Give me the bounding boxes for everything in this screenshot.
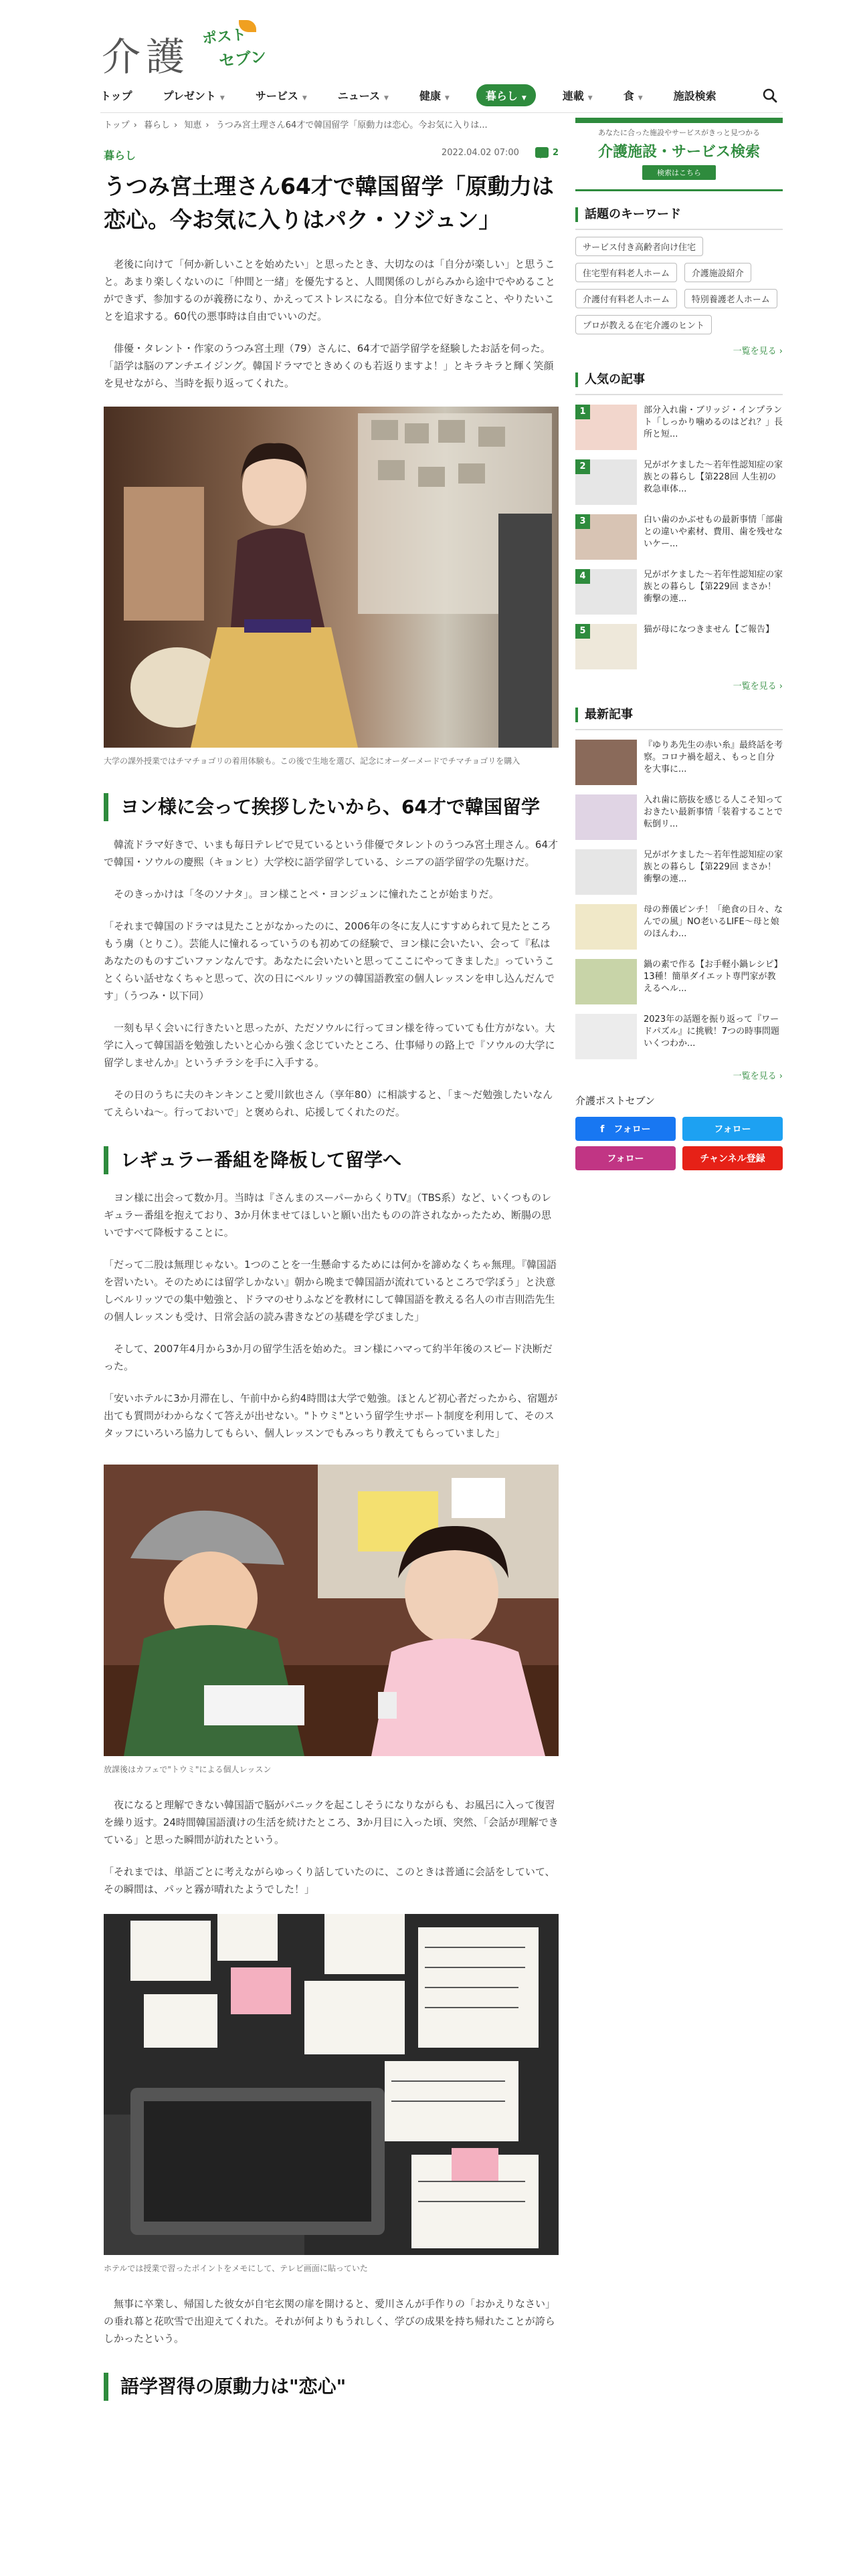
latest-item[interactable]: 鍋の素で作る【お手軽小鍋レシピ】13種！簡単ダイエット専門家が教えるヘル... — [575, 959, 783, 1004]
popular-item[interactable]: 2 兄がボケました〜若年性認知症の家族との暮らし【第228回 人生初の救急車体... — [575, 459, 783, 505]
latest-thumb — [575, 794, 637, 840]
chevron-down-icon: ▼ — [521, 94, 527, 102]
popular-item[interactable]: 4 兄がボケました〜若年性認知症の家族との暮らし【第229回 まさか！衝撃の連... — [575, 569, 783, 615]
comment-link[interactable] — [535, 147, 559, 158]
search-icon[interactable] — [763, 88, 777, 103]
photo-caption: 大学の課外授業ではチマチョゴリの着用体験も。この後で生地を選び、記念にオーダーメードでチマチョゴリを購入 — [104, 756, 520, 766]
popular-heading: 人気の記事 — [575, 372, 783, 387]
quote-paragraph: 「安いホテルに3か月滞在し、午前中から約4時間は大学で勉強。ほとんど初心者だったから、宿題が出ても質問がわからなくて答えが出せない。"トウミ"という留学生サポート制度を利用して、そのスタッフにいろいろ協力してもらい、個人レッスンでもみっちり教えてもらっていました」 — [104, 1392, 558, 1439]
sns-buttons — [575, 1117, 783, 1176]
crumb-living[interactable]: 暮らし — [143, 120, 170, 130]
paragraph: その日のうちに夫のキンキンこと愛川欽也さん（享年80）に相談すると、「ま〜だ勉強したいなんてえらいね〜。行っておいで」と褒められ、応援してくれたのだ。 — [104, 1089, 553, 1118]
quote-paragraph: 「それまで韓国のドラマは見たことがなかったのに、2006年の冬に友人にすすめられて見たところもう虜（とりこ）。芸能人に憧れるっていうのも初めての経験で、ヨン様に会いたい、会って『私はあなたのものすごいファンなんです。あなたに会いたいと思ってここにやってきました』っていうことくらい話せなくちゃと思って、次の日にベルリッツの韓国語教室の個人レッスンを申し込んだんです」（うつみ・以下同） — [104, 920, 555, 1002]
chevron-down-icon: ▼ — [219, 94, 225, 102]
popular-thumb: 5 — [575, 624, 637, 669]
keyword-tag[interactable]: 特別養護老人ホーム — [684, 289, 777, 308]
article — [104, 147, 559, 2401]
keyword-more-link[interactable]: 一覧を見る › — [733, 346, 783, 356]
latest-heading: 最新記事 — [575, 708, 783, 722]
paragraph: 俳優・タレント・作家のうつみ宮土理（79）さんに、64才で語学留学を経験したお話を伺った。「語学は脳のアンチエイジング。韓国ドラマでときめくのも若返りますよ！」とキラキラと輝く笑顔を見せながら、当時を振り返ってくれた。 — [104, 342, 554, 389]
paragraph: 老後に向けて「何か新しいことを始めたい」と思ったとき、大切なのは「自分が楽しい」と思うこと。あまり楽しくないのに「仲間と一緒」を優先すると、人間関係のしがらみから途中でやめることができず、参加するのが義務になり、かえってストレスになる。自分本位で好きなこと、やりたいことを追求する。60代の悪事時は自由でいいのだ。 — [104, 258, 556, 322]
popular-item[interactable]: 5 猫が母になつきません【ご報告】 — [575, 624, 783, 669]
latest-item[interactable]: 入れ歯に筋抜を感じる人こそ知っておきたい最新事情「装着することで転倒リ... — [575, 794, 783, 840]
chevron-down-icon: ▼ — [383, 94, 389, 102]
latest-thumb — [575, 959, 637, 1004]
paragraph: 韓流ドラマ好きで、いまも毎日テレビで見ているという俳優でタレントのうつみ宮土理さん。64才で韓国・ソウルの慶熙（キョンヒ）大学校に語学留学している、シニアの語学留学の先駆けだ。 — [104, 839, 559, 868]
popular-thumb: 4 — [575, 569, 637, 615]
keyword-list — [575, 230, 783, 334]
photo-caption: ホテルでは授業で習ったポイントをメモにして、テレビ画面に貼っていた — [104, 2264, 368, 2273]
logo-seven: セブン — [217, 47, 268, 71]
chevron-down-icon: ▼ — [444, 94, 450, 102]
site-header — [100, 13, 783, 114]
article-photo-hanbok — [104, 407, 559, 748]
photo-illustration — [104, 407, 559, 748]
popular-thumb: 2 — [575, 459, 637, 505]
latest-thumb — [575, 904, 637, 950]
chevron-down-icon: ▼ — [302, 94, 307, 102]
popular-item[interactable]: 3 白い歯のかぶせもの最新事情「部歯との違いや素材、費用、歯を残せないケー... — [575, 514, 783, 560]
popular-item[interactable]: 1 部分入れ歯・ブリッジ・インプラント「しっかり噛めるのはどれ？」長所と短... — [575, 405, 783, 450]
latest-more-link[interactable]: 一覧を見る › — [733, 1071, 783, 1081]
facebook-follow-button[interactable]: f フォロー — [575, 1117, 676, 1141]
facility-search-banner[interactable] — [575, 118, 783, 191]
popular-more-link[interactable]: 一覧を見る › — [733, 681, 783, 691]
article-category[interactable]: 暮らし — [104, 149, 136, 162]
section-heading: ヨン様に会って挨拶したいから、64才で韓国留学 — [104, 793, 559, 821]
popular-thumb: 3 — [575, 514, 637, 560]
keyword-tag[interactable]: サービス付き高齢者向け住宅 — [575, 237, 703, 256]
article-photo-lesson — [104, 1465, 559, 1756]
banner-title: 介護施設・サービス検索 — [597, 144, 760, 160]
logo-kanji: 介護 — [102, 34, 191, 80]
nav-living[interactable]: 暮らし ▼ — [476, 84, 536, 106]
nav-news[interactable]: ニュース ▼ — [337, 89, 389, 102]
header-divider — [100, 112, 783, 113]
sidebar — [575, 118, 783, 1176]
nav-facility-search[interactable]: 施設検索 — [673, 89, 717, 102]
article-photo-notes — [104, 1914, 559, 2255]
paragraph: 無事に卒業し、帰国した彼女が自宅玄関の扉を開けると、愛川さんが手作りの「おかえりなさい」の垂れ幕と花吹雪で出迎えてくれた。それが何よりもうれしく、学びの成果を持ち帰れたことが誇らしかったという。 — [104, 2298, 556, 2345]
youtube-subscribe-button[interactable]: チャンネル登録 — [682, 1146, 783, 1170]
photo-illustration — [104, 1914, 559, 2255]
popular-thumb: 1 — [575, 405, 637, 450]
quote-paragraph: 「それまでは、単語ごとに考えながらゆっくり話していたのに、このときは普通に会話をしていて、その瞬間は、パッと霧が晴れたようでした！」 — [104, 1866, 555, 1895]
latest-item[interactable]: 2023年の話題を振り返って『ワードパズル』に挑戦！7つの時事問題いくつわか... — [575, 1014, 783, 1059]
paragraph: そして、2007年4月から3か月の留学生活を始めた。ヨン様にハマって約半年後のスピード決断だった。 — [104, 1343, 553, 1372]
latest-thumb — [575, 849, 637, 895]
nav-service[interactable]: サービス ▼ — [255, 89, 307, 102]
logo-post: ポスト — [201, 26, 248, 48]
section-heading: レギュラー番組を降板して留学へ — [104, 1146, 559, 1174]
twitter-follow-button[interactable]: フォロー — [682, 1117, 783, 1141]
latest-item[interactable]: 『ゆりあ先生の赤い糸』最終話を考察。コロナ禍を超え、もっと自分を大事に... — [575, 740, 783, 785]
follow-heading: 介護ポストセブン — [575, 1095, 655, 1107]
main-nav — [100, 82, 783, 108]
section-heading: 語学習得の原動力は"恋心" — [104, 2373, 559, 2401]
popular-list — [575, 405, 783, 669]
keyword-tag[interactable]: 介護付有料老人ホーム — [575, 289, 677, 308]
crumb-current: うつみ宮土理さん64才で韓国留学「原動力は恋心。今お気に入りは... — [215, 120, 488, 130]
comment-count: 2 — [552, 147, 559, 158]
keyword-tag[interactable]: 住宅型有料老人ホーム — [575, 263, 677, 282]
crumb-top[interactable]: トップ — [104, 120, 130, 130]
breadcrumb: トップ › 暮らし › 知恵 › うつみ宮土理さん64才で韓国留学「原動力は恋心。今お気に入りは... — [104, 120, 488, 130]
comment-icon — [535, 147, 549, 158]
keyword-tag[interactable]: プロが教える在宅介護のヒント — [575, 315, 712, 334]
site-logo[interactable] — [102, 20, 316, 80]
photo-illustration — [104, 1465, 559, 1756]
latest-item[interactable]: 母の葬儀ピンチ！「絶食の日々、なんでの風」NO老いるLIFE〜母と娘のほんわ... — [575, 904, 783, 950]
instagram-follow-button[interactable]: フォロー — [575, 1146, 676, 1170]
paragraph: そのきっかけは「冬のソナタ」。ヨン様ことペ・ヨンジュンに憧れたことが始まりだ。 — [114, 888, 499, 900]
keyword-heading: 話題のキーワード — [575, 207, 783, 222]
paragraph: 一刻も早く会いに行きたいと思ったが、ただソウルに行ってヨン様を待っていても仕方がない。大学に入って韓国語を勉強したいと心から強く念じていたところ、仕事帰りの路上で『ソウルの大学に留学しませんか』というチラシを手に入手する。 — [104, 1022, 555, 1069]
latest-thumb — [575, 740, 637, 785]
nav-top[interactable]: トップ — [100, 89, 132, 102]
article-date: 2022.04.02 07:00 — [441, 147, 519, 158]
latest-list — [575, 740, 783, 1059]
chevron-down-icon: ▼ — [638, 94, 643, 102]
paragraph: 夜になると理解できない韓国語で脳がパニックを起こしそうになりながらも、お風呂に入って復習を繰り返す。24時間韓国語漬けの生活を続けたところ、3か月目に入った頃、突然、「会話が理解できている」と思った瞬間が訪れたという。 — [104, 1799, 559, 1846]
nav-health[interactable]: 健康 ▼ — [419, 89, 450, 102]
nav-series[interactable]: 連載 ▼ — [562, 89, 593, 102]
banner-search-button[interactable]: 検索はこちら — [642, 165, 716, 180]
nav-food[interactable]: 食 ▼ — [623, 89, 643, 102]
crumb-wisdom[interactable]: 知恵 — [184, 120, 202, 130]
keyword-tag[interactable]: 介護施設紹介 — [684, 263, 751, 282]
banner-subtext: あなたに合った施設やサービスがきっと見つかる — [598, 128, 760, 137]
latest-item[interactable]: 兄がボケました〜若年性認知症の家族との暮らし【第229回 まさか！衝撃の連... — [575, 849, 783, 895]
quote-paragraph: 「だって二股は無理じゃない。1つのことを一生懸命するためには何かを諦めなくちゃ無理。『韓国語を習いたい。そのためには留学しかない』朝から晩まで韓国語が流れているところで学ぼう」と決意しベルリッツでの集中勉強と、ドラマのせりふなどを教材にして韓国語を教える名人の市吉則浩先生の個人レッスンも受け、日常会話の読み書きなどの基礎を学びました」 — [104, 1259, 557, 1323]
article-title: うつみ宮土理さん64才で韓国留学「原動力は恋心。今お気に入りはパク・ソジュン」 — [104, 173, 554, 233]
article-meta — [442, 147, 559, 158]
paragraph: ヨン様に出会って数か月。当時は『さんまのスーパーからくりTV』（TBS系）など、いくつものレギュラー番組を抱えており、3か月休ませてほしいと願い出たものの許されなかったため、断腸の思いですべて降板することに。 — [104, 1192, 552, 1239]
photo-caption: 放課後はカフェで"トウミ"による個人レッスン — [104, 1765, 272, 1774]
nav-present[interactable]: プレゼント ▼ — [163, 89, 225, 102]
latest-thumb — [575, 1014, 637, 1059]
chevron-down-icon: ▼ — [587, 94, 593, 102]
